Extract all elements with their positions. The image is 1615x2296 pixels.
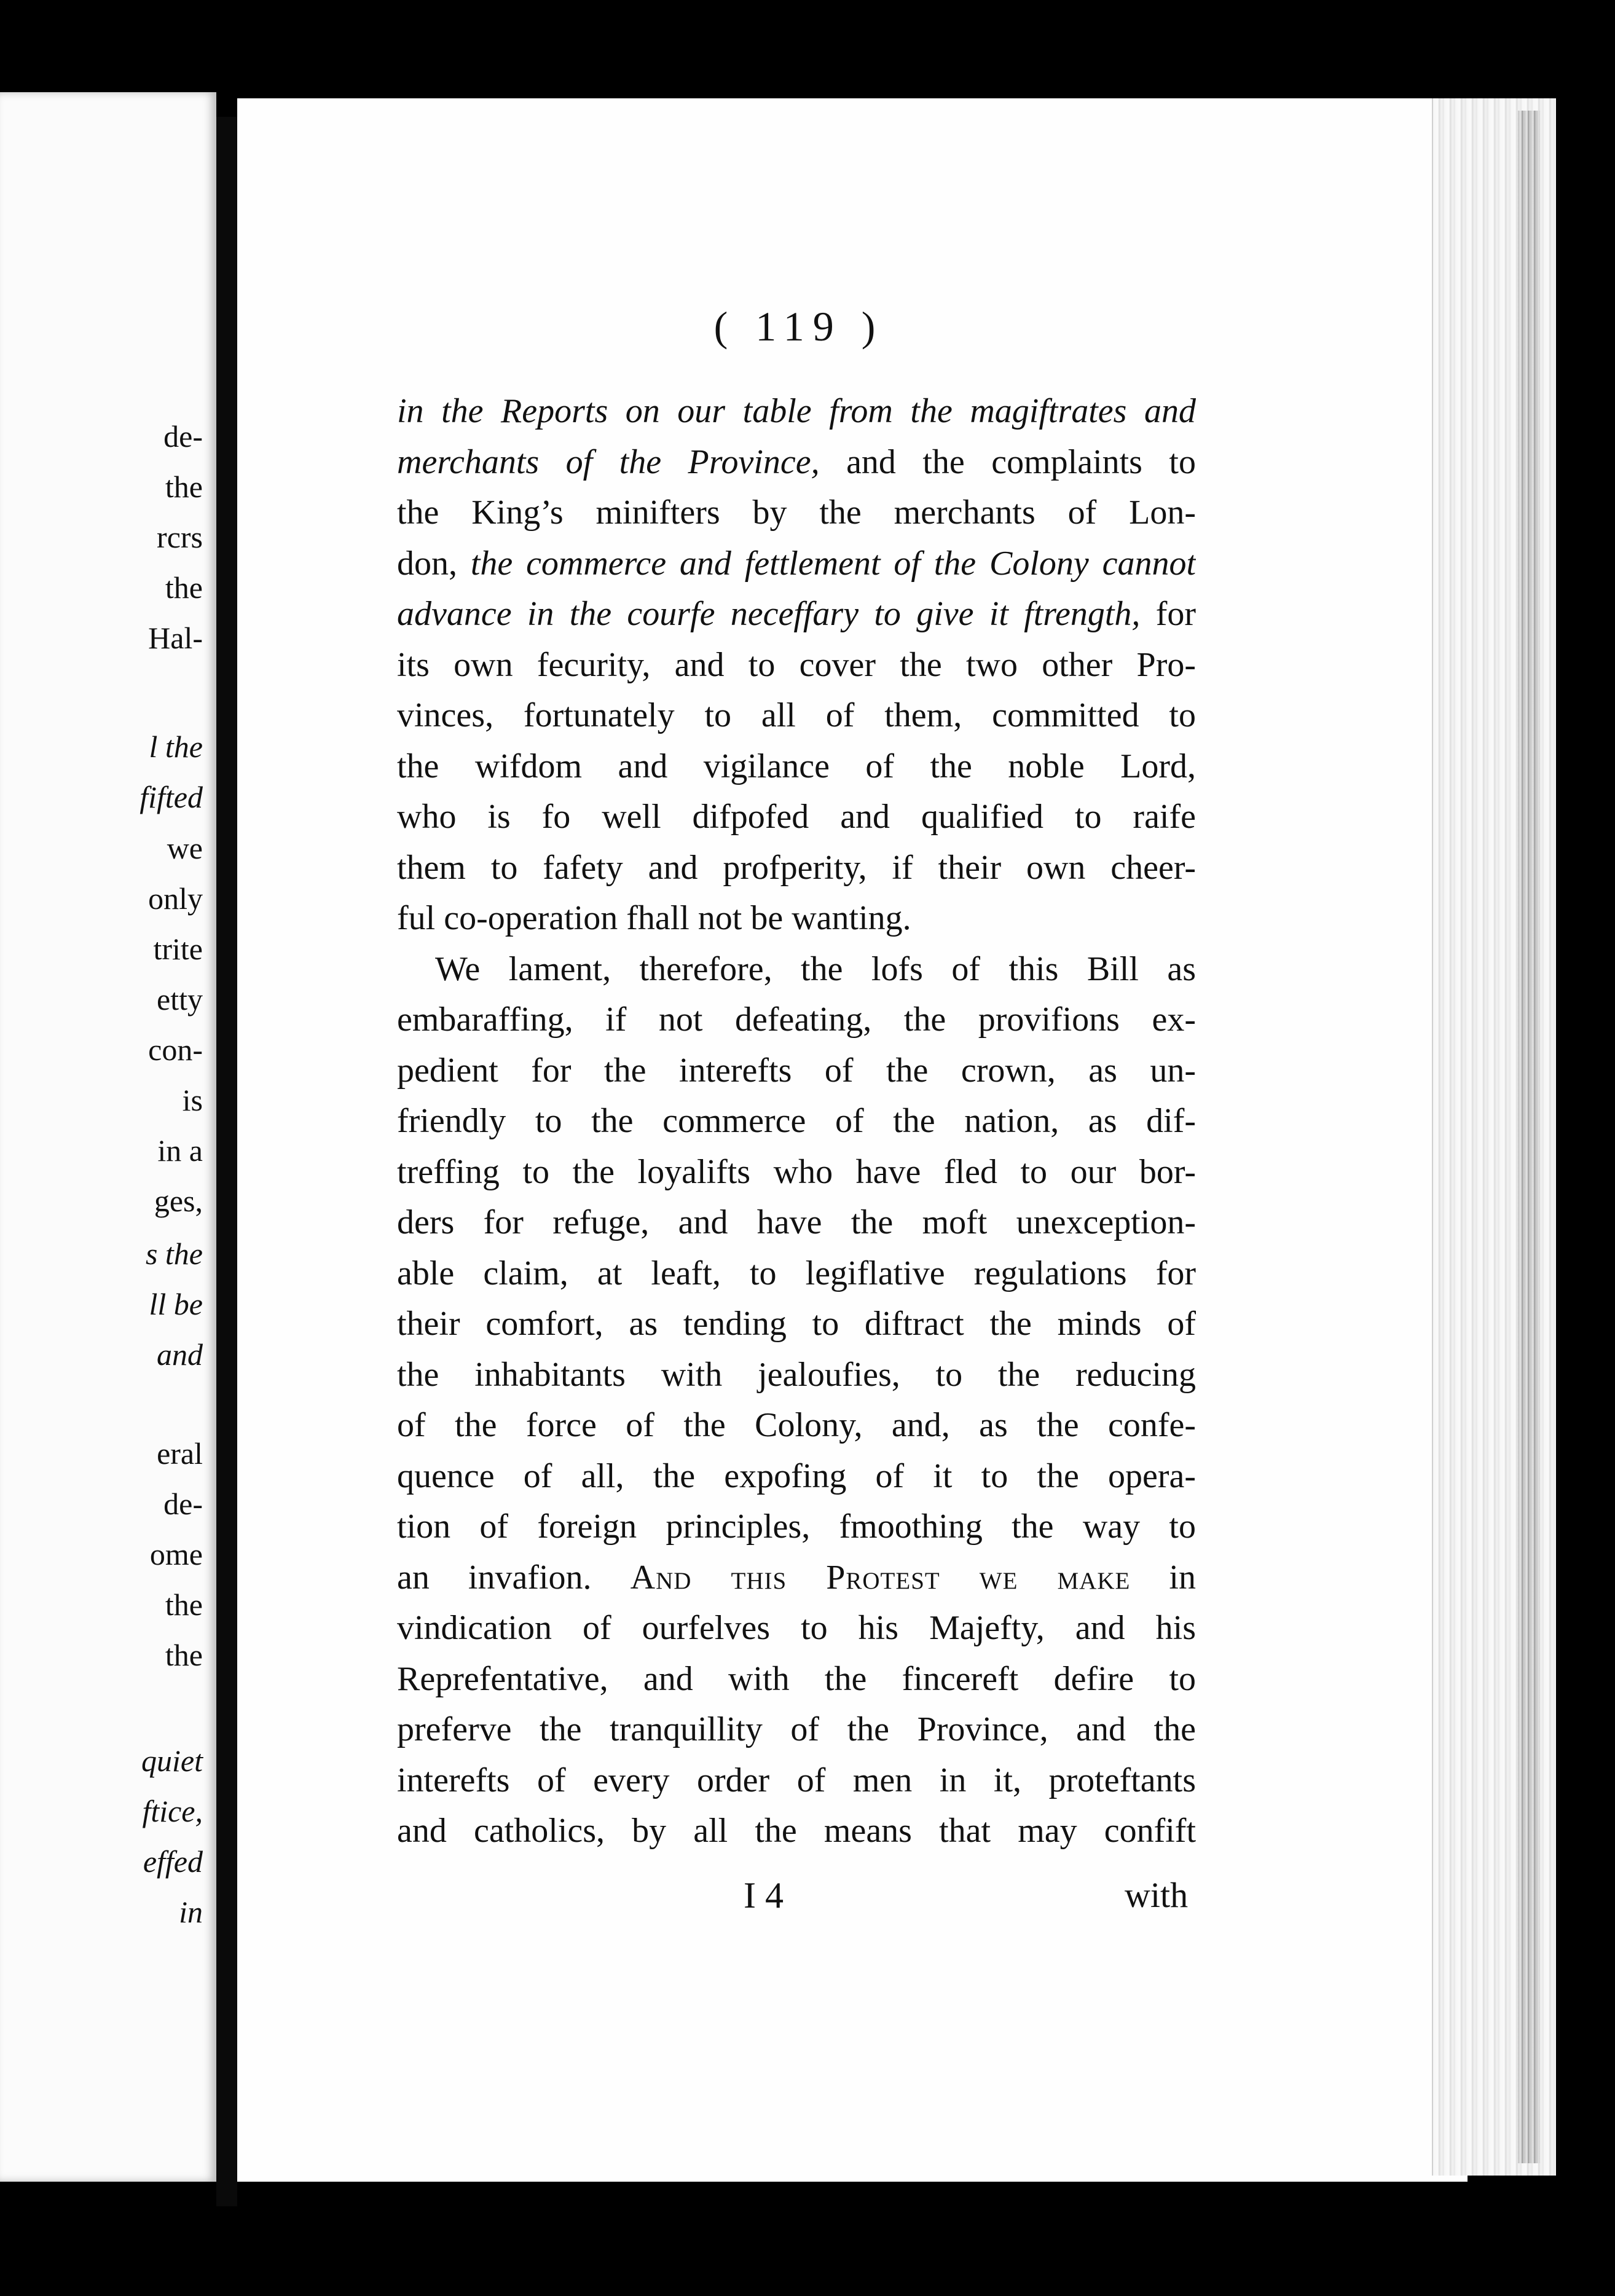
catchword: with: [1125, 1875, 1189, 1915]
left-page-fragment: con-: [148, 1032, 203, 1067]
text-segment: ful co-operation fhall not be wanting.: [397, 899, 911, 937]
left-page-fragment: ges,: [154, 1184, 203, 1218]
text-line: [397, 437, 1196, 488]
text-segment: advance in the courfe neceffary to give it ftrength,: [397, 595, 1141, 633]
left-page-fragment: eral: [157, 1436, 203, 1471]
text-line: [397, 741, 1196, 792]
text-line: [397, 1451, 1196, 1502]
left-page-fragment: Hal-: [148, 621, 203, 655]
text-segment: quence of all, the expofing of it to the opera-: [397, 1457, 1196, 1495]
left-page-fragment: fifted: [139, 780, 203, 814]
text-segment: embaraffing, if not defeating, the provifions ex-: [397, 1001, 1196, 1039]
text-line: [397, 792, 1196, 843]
text-segment: the inhabitants with jealoufies, to the reducing: [397, 1355, 1196, 1394]
text-line: [397, 1299, 1196, 1350]
text-segment: don,: [397, 544, 471, 583]
text-segment: who is fo well difpofed and qualified to raife: [397, 798, 1196, 836]
text-segment: treffing to the loyalifts who have fled to our bor-: [397, 1152, 1196, 1191]
text-segment: tion of foreign principles, fmoothing the way to: [397, 1508, 1196, 1546]
text-segment: the King’s minifters by the merchants of Lon-: [397, 493, 1196, 532]
left-page-fragment: etty: [157, 982, 203, 1016]
text-line: [397, 843, 1196, 894]
left-page-fragment: ll be: [149, 1287, 203, 1321]
text-line: [397, 1704, 1196, 1755]
text-line: [397, 1552, 1196, 1603]
left-page-fragment: s the: [145, 1236, 203, 1271]
text-segment: able claim, at leaft, to legiflative regulations for: [397, 1254, 1196, 1292]
left-page-fragment: ftice,: [142, 1794, 203, 1828]
text-line: [397, 386, 1196, 437]
left-page-fragment: is: [182, 1083, 203, 1117]
text-line: [397, 1045, 1196, 1096]
left-page-fragment: in: [179, 1895, 203, 1929]
left-page-fragment: the: [165, 470, 203, 504]
text-line: [397, 1603, 1196, 1654]
text-line: [397, 589, 1196, 640]
text-segment: Reprefentative, and with the fincereft defire to: [397, 1659, 1196, 1698]
left-page-fragment: quiet: [141, 1744, 203, 1778]
left-page-fragment: the: [165, 570, 203, 605]
left-page-fragment: in a: [157, 1133, 203, 1168]
left-page-fragment: ome: [149, 1537, 203, 1571]
text-segment: merchants of the Province,: [397, 442, 820, 481]
page-edges-shadow: [1518, 111, 1540, 2163]
text-segment: ders for refuge, and have the moft unexception-: [397, 1203, 1196, 1241]
text-segment: in the Reports on our table from the magiftrates and: [397, 392, 1196, 430]
left-page-fragment: the: [165, 1587, 203, 1622]
text-segment: friendly to the commerce of the nation, as dif-: [397, 1102, 1196, 1140]
text-segment: them to fafety and profperity, if their own cheer-: [397, 848, 1196, 887]
text-line: [397, 1350, 1196, 1401]
text-line: [397, 640, 1196, 691]
text-line: [397, 690, 1196, 741]
text-line: [397, 1147, 1196, 1198]
text-segment: preferve the tranquillity of the Province, and the: [397, 1710, 1196, 1748]
text-line: [397, 1501, 1196, 1552]
text-segment: of the force of the Colony, and, as the confe-: [397, 1406, 1196, 1444]
text-segment: the commerce and fettlement of the Colony cannot: [470, 544, 1196, 583]
page-body-text: [397, 386, 1196, 1857]
left-page-fragment: we: [167, 831, 203, 865]
left-page-fragment: effed: [143, 1844, 203, 1879]
text-line: [397, 1755, 1196, 1806]
text-line: [397, 1248, 1196, 1299]
text-segment: and the complaints to: [819, 442, 1196, 481]
page-number: ( 119 ): [713, 303, 884, 350]
left-page-fragment: trite: [153, 932, 203, 966]
text-segment: and catholics, by all the means that may confift: [397, 1812, 1196, 1850]
text-segment: its own fecurity, and to cover the two other Pro-: [397, 645, 1196, 684]
text-segment: in: [1130, 1558, 1196, 1597]
text-line: [397, 487, 1196, 538]
text-segment: the wifdom and vigilance of the noble Lord,: [397, 747, 1196, 785]
left-page-fragment: the: [165, 1638, 203, 1672]
text-line: [397, 538, 1196, 589]
text-segment: their comfort, as tending to diftract the minds of: [397, 1305, 1196, 1343]
text-line: [397, 1096, 1196, 1147]
text-line: [397, 1400, 1196, 1451]
text-segment: We lament, therefore, the lofs of this Bill as: [435, 949, 1196, 988]
left-page-fragment: only: [148, 881, 203, 916]
text-segment: an invafion.: [397, 1558, 631, 1597]
text-line: [397, 1654, 1196, 1705]
text-segment: vinces, fortunately to all of them, committed to: [397, 696, 1196, 734]
text-segment: vindication of ourfelves to his Majefty, and his: [397, 1609, 1196, 1647]
left-page-fragment: l the: [149, 729, 203, 764]
text-line: [397, 893, 1196, 944]
book-gutter: [216, 117, 237, 2206]
left-page-fragment: and: [157, 1337, 203, 1372]
left-page-fragment: de-: [163, 419, 203, 454]
text-segment: And this Protest we make: [630, 1558, 1131, 1597]
text-line: [397, 994, 1196, 1045]
text-line: [397, 1197, 1196, 1248]
left-page-fragment: rcrs: [157, 520, 203, 554]
text-line: [397, 944, 1196, 995]
text-segment: pedient for the interefts of the crown, as un-: [397, 1051, 1196, 1090]
left-page-fragment: de-: [163, 1487, 203, 1521]
signature-mark: I 4: [744, 1875, 784, 1916]
text-segment: for: [1140, 595, 1196, 633]
text-line: [397, 1806, 1196, 1857]
text-segment: interefts of every order of men in it, proteftants: [397, 1761, 1196, 1799]
